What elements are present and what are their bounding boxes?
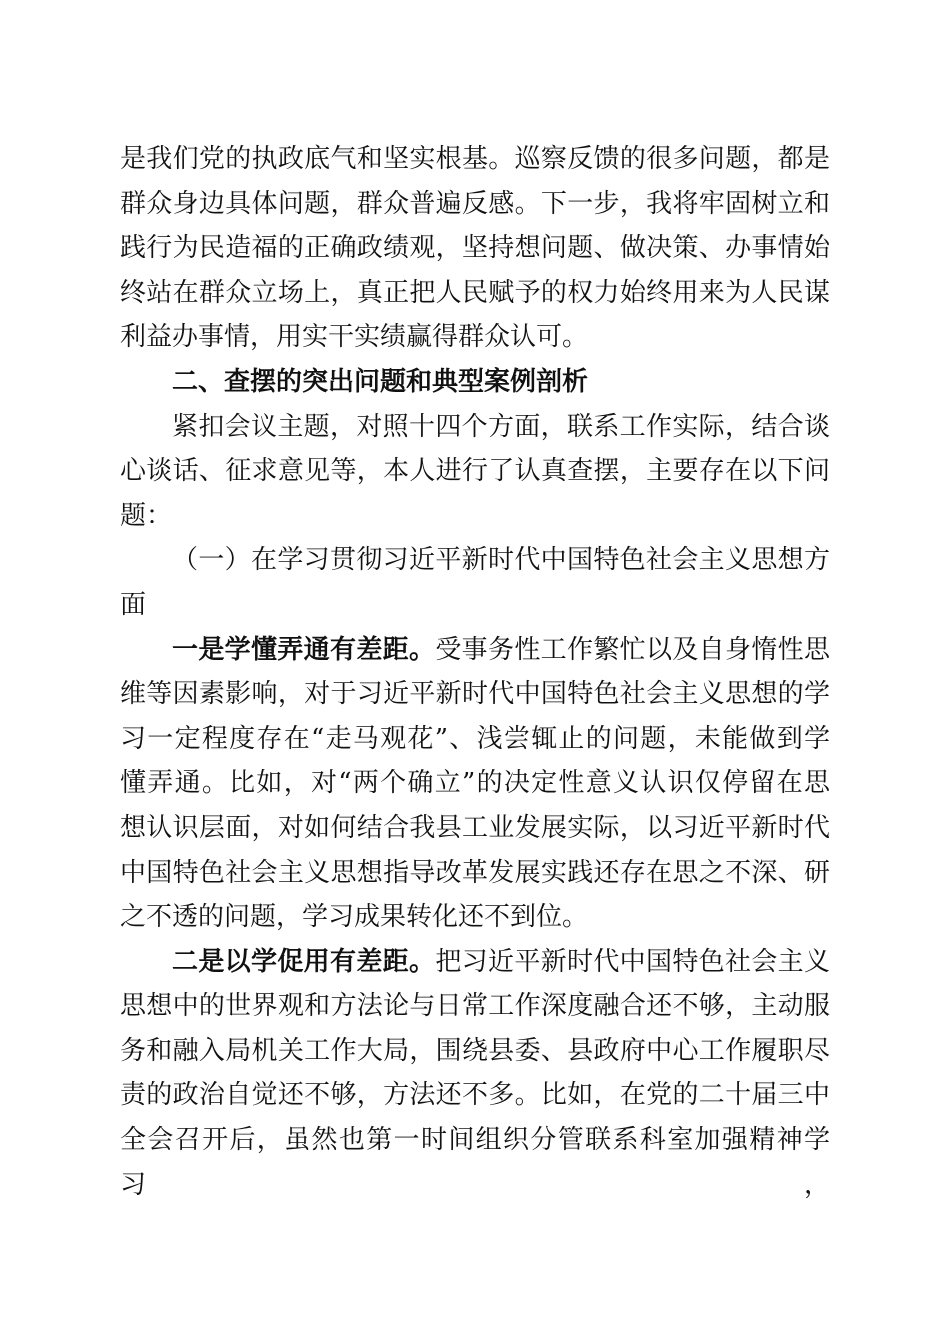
paragraph-point-two [120,940,830,1200]
text-line: 群众身边具体问题，群众普遍反感。下一步，我将牢固树立和 [120,188,830,219]
paragraph-intro [120,405,830,539]
text-line: 利益办事情，用实干实绩赢得群众认可。 [120,322,589,353]
text-line: （一）在学习贯彻习近平新时代中国特色社会主义思想方 [172,545,830,576]
text-line: 面 [120,589,147,620]
text-line: 中国特色社会主义思想指导改革发展实践还存在思之不深、研 [120,857,830,888]
paragraph-party-foundation [120,137,830,360]
point-lead: 二是以学促用有差距。 [172,946,436,977]
text-line: 之不透的问题，学习成果转化还不到位。 [120,902,589,933]
text-line: 思想中的世界观和方法论与日常工作深度融合还不够，主动服 [120,991,830,1022]
text-line: 想认识层面，对如何结合我县工业发展实际，以习近平新时代 [120,812,830,843]
text-line: 务和融入局机关工作大局，围绕县委、县政府中心工作履职尽 [120,1035,830,1066]
subsection-heading [120,538,830,627]
text-line: 题： [120,500,173,531]
text-line: 习一定程度存在“走马观花”、浅尝辄止的问题，未能做到学 [120,723,830,754]
text-line: 是我们党的执政底气和坚实根基。巡察反馈的很多问题，都是 [120,144,830,174]
document-page [120,137,830,1200]
text-line [120,940,830,985]
text-line: 紧扣会议主题，对照十四个方面，联系工作实际，结合谈 [172,411,830,442]
text-line: 践行为民造福的正确政绩观，坚持想问题、做决策、办事情始 [120,233,830,264]
point-lead: 一是学懂弄通有差距。 [172,634,436,665]
text-line: 终站在群众立场上，真正把人民赋予的权力始终用来为人民谋 [120,277,830,308]
text-line: 全会召开后，虽然也第一时间组织分管联系科室加强精神学习， [120,1125,830,1200]
text-line: 责的政治自觉还不够，方法还不多。比如，在党的二十届三中 [120,1080,830,1111]
text-line: 心谈话、征求意见等，本人进行了认真查摆，主要存在以下问 [120,456,830,487]
text-line [120,628,830,673]
point-text: 受事务性工作繁忙以及自身惰性思 [435,634,830,665]
text-line: 维等因素影响，对于习近平新时代中国特色社会主义思想的学 [120,679,830,710]
point-text: 把习近平新时代中国特色社会主义 [435,946,830,977]
paragraph-point-one [120,628,830,940]
section-heading: 二、查摆的突出问题和典型案例剖析 [172,366,589,397]
text-line: 懂弄通。比如，对“两个确立”的决定性意义认识仅停留在思 [120,768,830,799]
